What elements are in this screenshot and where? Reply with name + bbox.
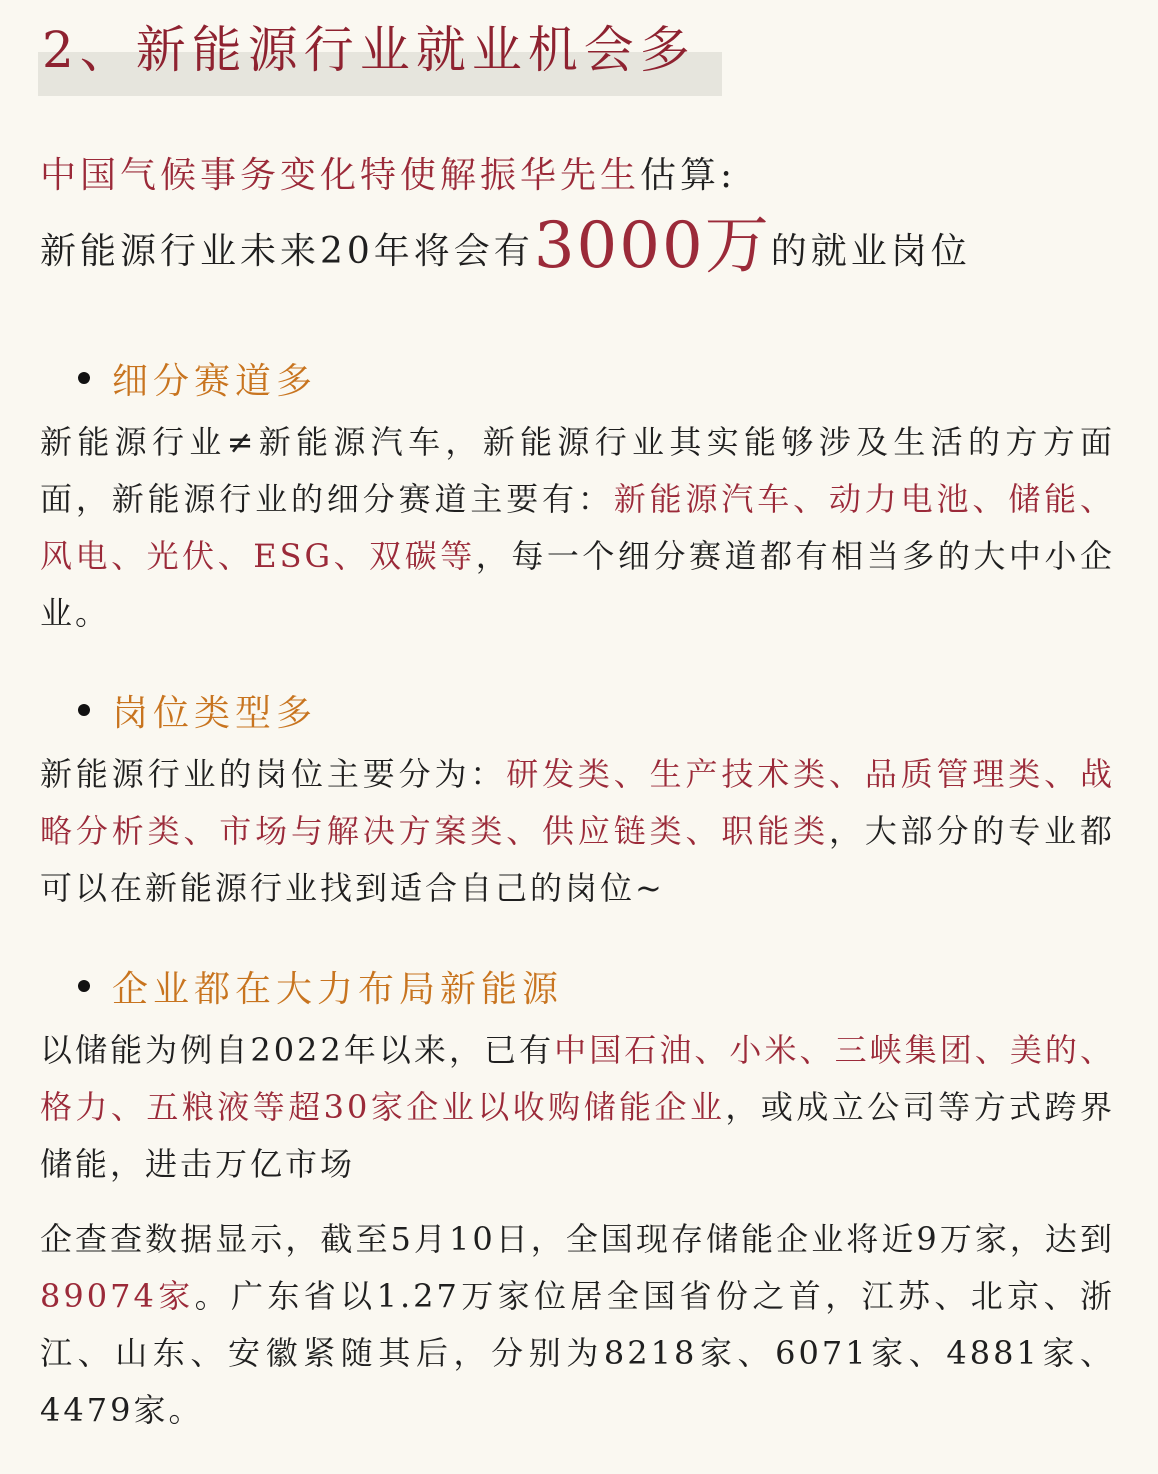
section-heading [40, 348, 1120, 408]
title-block [38, 14, 722, 86]
paragraph-text-post: ，或成立公司等方式跨界储能，进击万亿市场 [40, 1088, 1115, 1183]
section-job-types [40, 680, 1120, 917]
section-segments [40, 348, 1120, 642]
paragraph-highlight: 新能源汽车、动力电池、储能、风电、光伏、ESG、双碳等 [40, 480, 1115, 575]
paragraph-highlight: 中国石油、小米、三峡集团、美的、格力、五粮液等超30家企业以收购储能企业 [40, 1031, 1115, 1126]
section-heading [40, 680, 1120, 740]
intro-block [40, 148, 1120, 290]
section-enterprises [40, 956, 1120, 1439]
paragraph-text: 新能源行业≠新能源汽车，新能源行业其实能够涉及生活的方方面面，新能源行业的细分赛道主要有： [40, 423, 1115, 518]
paragraph-highlight: 研发类、生产技术类、品质管理类、战略分析类、市场与解决方案类、供应链类、职能类 [40, 755, 1115, 850]
intro-speaker: 中国气候事务变化特使解振华先生 [40, 155, 641, 196]
section-heading-label: 细分赛道多 [112, 360, 318, 402]
paragraph-text-post: ，每一个细分赛道都有相当多的大中小企业。 [40, 537, 1115, 632]
paragraph-text-post: 。广东省以1.27万家位居全国省份之首，江苏、北京、浙江、山东、安徽紧随其后，分别为8218家、6071家、4881家、4479家。 [40, 1277, 1115, 1429]
section-paragraph-data [40, 1211, 1115, 1439]
section-heading [40, 956, 1120, 1016]
paragraph-text: 以储能为例自2022年以来，已有 [40, 1031, 555, 1069]
bullet-icon [78, 980, 90, 992]
paragraph-text: 企查查数据显示，截至5月10日，全国现存储能企业将近9万家，达到 [40, 1220, 1115, 1258]
page-title: 2、新能源行业就业机会多 [42, 21, 696, 79]
intro-line-2 [40, 208, 1120, 290]
section-heading-label: 企业都在大力布局新能源 [112, 968, 564, 1010]
section-paragraph [40, 746, 1115, 917]
paragraph-text-post: ，大部分的专业都可以在新能源行业找到适合自己的岗位~ [40, 812, 1115, 907]
intro-estimate-label: 估算: [640, 155, 737, 196]
intro-big-number: 3000万 [533, 209, 771, 283]
intro-statement-pre: 新能源行业未来20年将会有 [40, 231, 534, 272]
bullet-icon [78, 372, 90, 384]
paragraph-highlight: 89074家 [40, 1277, 195, 1315]
section-paragraph [40, 1022, 1115, 1193]
intro-statement-post: 的就业岗位 [770, 231, 971, 272]
paragraph-text: 新能源行业的岗位主要分为： [40, 755, 507, 793]
section-paragraph [40, 414, 1115, 642]
section-heading-label: 岗位类型多 [112, 692, 318, 734]
intro-line-1 [40, 148, 1120, 204]
bullet-icon [78, 704, 90, 716]
